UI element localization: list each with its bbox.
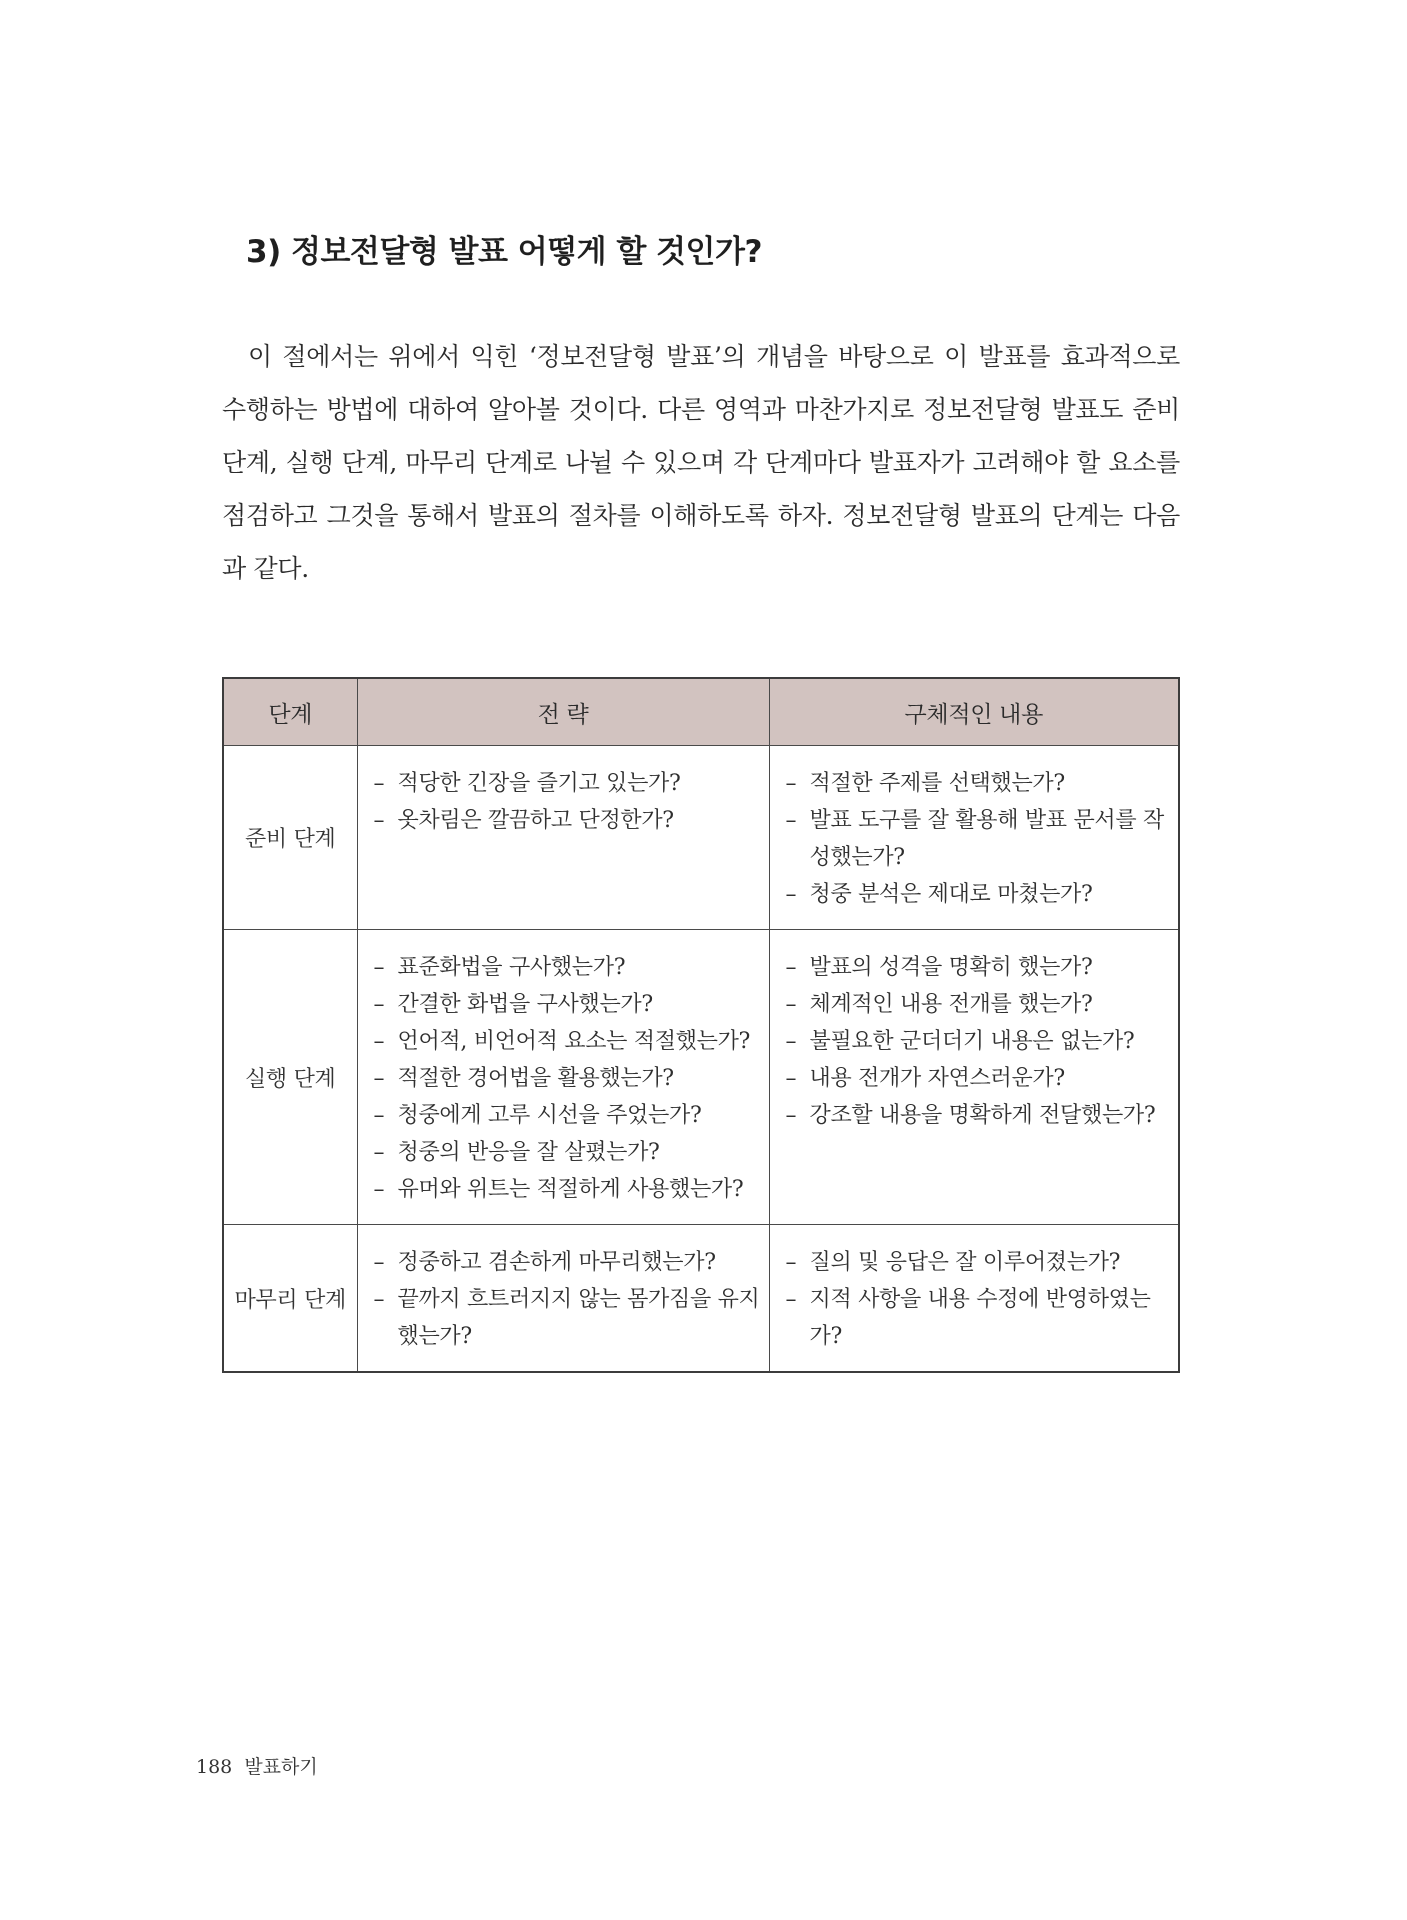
list-item: – 내용 전개가 자연스러운가? [786,1060,1173,1097]
header-stage: 단계 [223,678,357,746]
list-item: – 발표 도구를 잘 활용해 발표 문서를 작성했는가? [786,802,1173,876]
list-item: – 적절한 경어법을 활용했는가? [374,1060,763,1097]
details-list [786,949,1173,1134]
strategy-cell [357,746,769,930]
strategy-cell [357,1225,769,1373]
page-number: 188 [196,1756,233,1778]
presentation-stages-table [222,677,1180,1373]
table-header-row [223,678,1179,746]
list-item: – 불필요한 군더더기 내용은 없는가? [786,1023,1173,1060]
list-item: – 표준화법을 구사했는가? [374,949,763,986]
list-item: – 유머와 위트는 적절하게 사용했는가? [374,1171,763,1208]
list-item: – 체계적인 내용 전개를 했는가? [786,986,1173,1023]
details-cell [769,1225,1179,1373]
strategy-list [374,765,763,839]
book-title: 발표하기 [244,1756,318,1778]
list-item: – 강조할 내용을 명확하게 전달했는가? [786,1097,1173,1134]
list-item: – 청중의 반응을 잘 살폈는가? [374,1134,763,1171]
list-item: – 질의 및 응답은 잘 이루어졌는가? [786,1244,1173,1281]
list-item: – 간결한 화법을 구사했는가? [374,986,763,1023]
strategy-list [374,1244,763,1355]
details-cell [769,746,1179,930]
list-item: – 청중 분석은 제대로 마쳤는가? [786,876,1173,913]
details-cell [769,930,1179,1225]
stage-cell: 준비 단계 [223,746,357,930]
strategy-list [374,949,763,1208]
stage-cell: 실행 단계 [223,930,357,1225]
section-heading: 3) 정보전달형 발표 어떻게 할 것인가? [246,234,762,270]
details-list [786,1244,1173,1355]
stage-cell: 마무리 단계 [223,1225,357,1373]
strategy-cell [357,930,769,1225]
table-row [223,746,1179,930]
page-footer [196,1752,324,1779]
table-row [223,1225,1179,1373]
list-item: – 정중하고 겸손하게 마무리했는가? [374,1244,763,1281]
list-item: – 끝까지 흐트러지지 않는 몸가짐을 유지했는가? [374,1281,763,1355]
list-item: – 적절한 주제를 선택했는가? [786,765,1173,802]
header-strategy: 전 략 [357,678,769,746]
list-item: – 청중에게 고루 시선을 주었는가? [374,1097,763,1134]
header-details: 구체적인 내용 [769,678,1179,746]
list-item: – 적당한 긴장을 즐기고 있는가? [374,765,763,802]
table-row [223,930,1179,1225]
list-item: – 발표의 성격을 명확히 했는가? [786,949,1173,986]
details-list [786,765,1173,913]
intro-paragraph: 이 절에서는 위에서 익힌 ‘정보전달형 발표’의 개념을 바탕으로 이 발표를 효과적으로 수행하는 방법에 대하여 알아볼 것이다. 다른 영역과 마찬가지로 정보전달형 발표도 준비 단계, 실행 단계, 마무리 단계로 나뉠 수 있으며 각 단계마다 발표자가 고려해야 할 요소를 점검하고 그것을 통해서 발표의 절차를 이해하도록 하자. 정보전달형 발표의 단계는 다음과 같다. [222,342,1180,583]
list-item: – 옷차림은 깔끔하고 단정한가? [374,802,763,839]
list-item: – 언어적, 비언어적 요소는 적절했는가? [374,1023,763,1060]
list-item: – 지적 사항을 내용 수정에 반영하였는가? [786,1281,1173,1355]
